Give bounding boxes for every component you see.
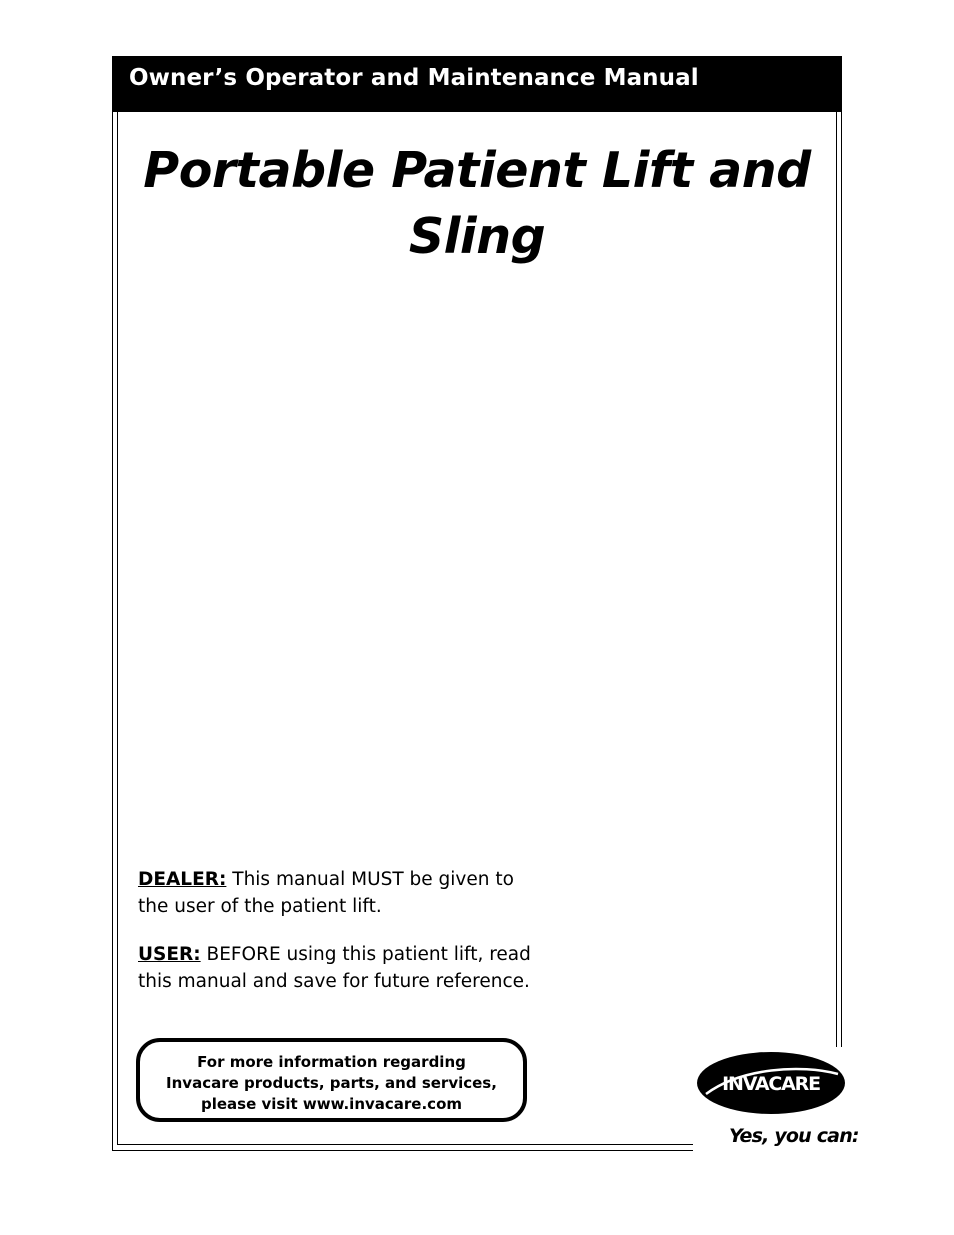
dealer-text: This manual MUST be given to the user of the patient lift. (138, 869, 514, 917)
document-title-line1: Portable Patient Lift and (143, 142, 811, 199)
user-label: USER: (138, 944, 201, 965)
manual-type-heading: Owner’s Operator and Maintenance Manual (129, 65, 699, 91)
brand-tagline: Yes, you can: (729, 1125, 859, 1147)
frame-bottom-inner (117, 1144, 693, 1145)
info-text (140, 1052, 523, 1115)
logo-wordmark: INVACARE (722, 1073, 820, 1095)
info-line-1: For more information regarding (197, 1053, 466, 1071)
frame-bottom-outer (112, 1150, 693, 1151)
dealer-notice (138, 866, 538, 920)
dealer-label: DEALER: (138, 869, 227, 890)
header-bar (112, 56, 842, 112)
invacare-logo (696, 1050, 846, 1116)
info-line-2: Invacare products, parts, and services, (166, 1074, 497, 1092)
document-title-line2: Sling (408, 208, 546, 265)
user-notice (138, 941, 538, 995)
document-title (112, 138, 842, 270)
info-box (136, 1038, 527, 1122)
info-line-3: please visit www.invacare.com (200, 1095, 463, 1113)
user-text: BEFORE using this patient lift, read this manual and save for future reference. (138, 944, 531, 992)
